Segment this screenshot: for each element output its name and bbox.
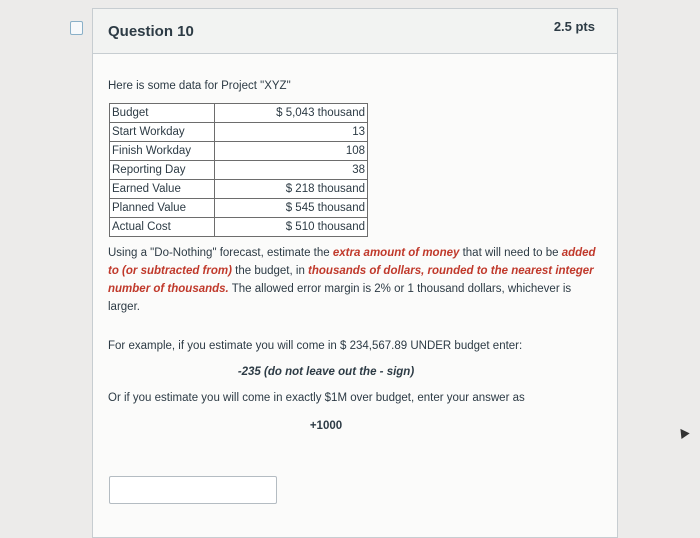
row-label: Reporting Day	[110, 161, 215, 180]
question-title: Question 10	[108, 23, 194, 40]
row-label: Budget	[110, 104, 215, 123]
answer-input[interactable]	[109, 476, 277, 504]
question-card	[92, 8, 618, 538]
intro-text: Here is some data for Project "XYZ"	[108, 80, 291, 92]
table-row	[110, 142, 368, 161]
row-value: 108	[215, 142, 368, 161]
row-label: Earned Value	[110, 180, 215, 199]
instructions-text	[108, 244, 598, 316]
instr-part: the budget, in	[231, 265, 309, 277]
example-1-text: For example, if you estimate you will come in $ 234,567.89 UNDER budget enter:	[108, 340, 523, 352]
row-label: Finish Workday	[110, 142, 215, 161]
instr-part: The allowed error margin is 2% or 1 thousand dollars, whichever is larger.	[108, 283, 572, 313]
instr-highlight: added to (or subtracted from)	[108, 247, 596, 277]
question-header	[93, 9, 617, 54]
row-value: $ 510 thousand	[215, 218, 368, 237]
row-value: $ 545 thousand	[215, 199, 368, 218]
table-row	[110, 161, 368, 180]
row-value: 38	[215, 161, 368, 180]
example-2-text: Or if you estimate you will come in exactly $1M over budget, enter your answer as	[108, 392, 525, 404]
instr-part: that will need to be	[459, 247, 562, 259]
table-row	[110, 199, 368, 218]
row-label: Start Workday	[110, 123, 215, 142]
row-value: 13	[215, 123, 368, 142]
row-label: Planned Value	[110, 199, 215, 218]
bookmark-icon[interactable]	[70, 21, 83, 35]
project-data-table	[109, 103, 368, 237]
row-value: $ 218 thousand	[215, 180, 368, 199]
example-1-value: -235 (do not leave out the - sign)	[237, 366, 415, 378]
example-2-value: +1000	[309, 420, 343, 432]
table-row	[110, 104, 368, 123]
table-row	[110, 123, 368, 142]
mouse-pointer-icon	[676, 426, 689, 439]
row-label: Actual Cost	[110, 218, 215, 237]
row-value: $ 5,043 thousand	[215, 104, 368, 123]
table-row	[110, 180, 368, 199]
instr-part: Using a "Do-Nothing" forecast, estimate the	[108, 247, 333, 259]
instr-highlight: thousands of dollars, rounded to the nearest integer number of thousands.	[108, 265, 594, 295]
question-points: 2.5 pts	[553, 19, 595, 34]
instr-highlight: extra amount of money	[332, 247, 460, 259]
table-row	[110, 218, 368, 237]
